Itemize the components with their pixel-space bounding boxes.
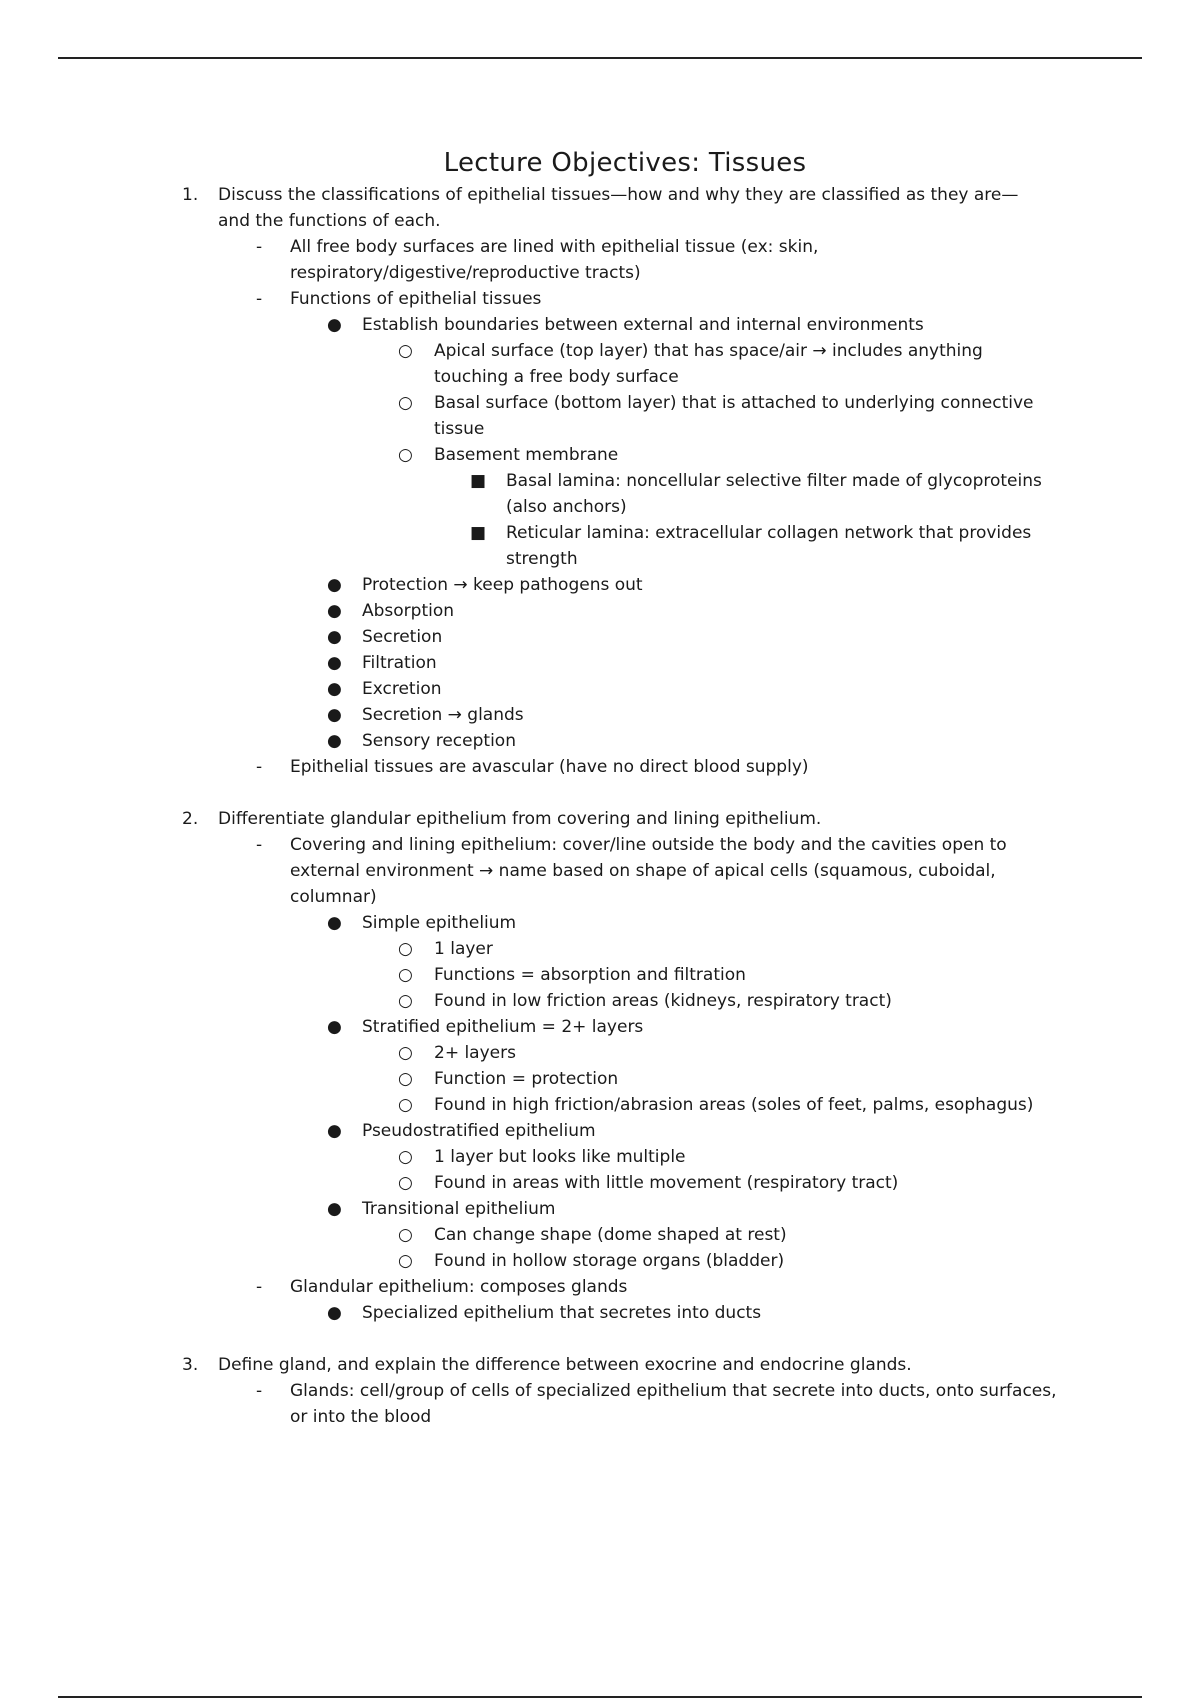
item-text: or into the blood bbox=[290, 1407, 432, 1427]
item-text: Excretion bbox=[362, 679, 442, 699]
item-text: Found in low friction areas (kidneys, respiratory tract) bbox=[434, 991, 892, 1011]
bullet-circle-icon: ○ bbox=[398, 1095, 413, 1115]
bullet-disc-icon: ● bbox=[327, 575, 342, 595]
objective-number: 2. bbox=[182, 809, 199, 829]
item-text: Stratified epithelium = 2+ layers bbox=[362, 1017, 644, 1037]
item-text: Functions of epithelial tissues bbox=[290, 289, 542, 309]
item-text: 1 layer but looks like multiple bbox=[434, 1147, 686, 1167]
objective-heading-line: Differentiate glandular epithelium from covering and lining epithelium. bbox=[218, 809, 822, 829]
bullet-disc-icon: ● bbox=[327, 679, 342, 699]
item-text: Establish boundaries between external and internal environments bbox=[362, 315, 924, 335]
item-text: external environment → name based on shape of apical cells (squamous, cuboidal, bbox=[290, 861, 996, 881]
objective-heading-line: Discuss the classifications of epithelial tissues—how and why they are classified as they are— bbox=[218, 185, 1019, 205]
top-rule bbox=[58, 57, 1142, 59]
item-text: Functions = absorption and filtration bbox=[434, 965, 746, 985]
dash-marker: - bbox=[256, 835, 263, 855]
bullet-circle-icon: ○ bbox=[398, 1225, 413, 1245]
dash-marker: - bbox=[256, 1381, 263, 1401]
item-text: Glandular epithelium: composes glands bbox=[290, 1277, 628, 1297]
item-text: Absorption bbox=[362, 601, 455, 621]
bottom-rule bbox=[58, 1696, 1142, 1698]
item-text: Protection → keep pathogens out bbox=[362, 575, 643, 595]
dash-marker: - bbox=[256, 1277, 263, 1297]
item-text: tissue bbox=[434, 419, 485, 439]
bullet-disc-icon: ● bbox=[327, 601, 342, 621]
bullet-circle-icon: ○ bbox=[398, 1043, 413, 1063]
bullet-disc-icon: ● bbox=[327, 1303, 342, 1323]
item-text: Basal surface (bottom layer) that is attached to underlying connective bbox=[434, 393, 1034, 413]
item-text: respiratory/digestive/reproductive tracts) bbox=[290, 263, 641, 283]
bullet-disc-icon: ● bbox=[327, 653, 342, 673]
dash-marker: - bbox=[256, 289, 263, 309]
item-text: Glands: cell/group of cells of specialized epithelium that secrete into ducts, onto surfaces, bbox=[290, 1381, 1057, 1401]
item-text: Apical surface (top layer) that has space/air → includes anything bbox=[434, 341, 983, 361]
item-text: Basement membrane bbox=[434, 445, 619, 465]
item-text: All free body surfaces are lined with epithelial tissue (ex: skin, bbox=[290, 237, 819, 257]
bullet-disc-icon: ● bbox=[327, 1017, 342, 1037]
bullet-square-icon: ■ bbox=[470, 523, 487, 543]
item-text: Can change shape (dome shaped at rest) bbox=[434, 1225, 787, 1245]
item-text: 2+ layers bbox=[434, 1043, 516, 1063]
bullet-square-icon: ■ bbox=[470, 471, 487, 491]
objective-number: 1. bbox=[182, 185, 199, 205]
item-text: Found in high friction/abrasion areas (soles of feet, palms, esophagus) bbox=[434, 1095, 1034, 1115]
item-text: Reticular lamina: extracellular collagen network that provides bbox=[506, 523, 1032, 543]
item-text: touching a free body surface bbox=[434, 367, 679, 387]
item-text: Epithelial tissues are avascular (have no direct blood supply) bbox=[290, 757, 809, 777]
objective-heading-line: Define gland, and explain the difference between exocrine and endocrine glands. bbox=[218, 1355, 912, 1375]
bullet-disc-icon: ● bbox=[327, 705, 342, 725]
item-text: Secretion → glands bbox=[362, 705, 524, 725]
dash-marker: - bbox=[256, 237, 263, 257]
bullet-disc-icon: ● bbox=[327, 1199, 342, 1219]
item-text: Transitional epithelium bbox=[362, 1199, 556, 1219]
bullet-disc-icon: ● bbox=[327, 627, 342, 647]
item-text: columnar) bbox=[290, 887, 377, 907]
bullet-circle-icon: ○ bbox=[398, 393, 413, 413]
item-text: Basal lamina: noncellular selective filter made of glycoproteins bbox=[506, 471, 1042, 491]
item-text: Filtration bbox=[362, 653, 437, 673]
item-text: Covering and lining epithelium: cover/line outside the body and the cavities open to bbox=[290, 835, 1007, 855]
item-text: (also anchors) bbox=[506, 497, 627, 517]
item-text: Sensory reception bbox=[362, 731, 516, 751]
bullet-circle-icon: ○ bbox=[398, 1173, 413, 1193]
item-text: Secretion bbox=[362, 627, 443, 647]
bullet-circle-icon: ○ bbox=[398, 341, 413, 361]
item-text: Specialized epithelium that secretes into ducts bbox=[362, 1303, 762, 1323]
bullet-disc-icon: ● bbox=[327, 731, 342, 751]
bullet-disc-icon: ● bbox=[327, 315, 342, 335]
bullet-circle-icon: ○ bbox=[398, 939, 413, 959]
bullet-disc-icon: ● bbox=[327, 1121, 342, 1141]
item-text: Found in areas with little movement (respiratory tract) bbox=[434, 1173, 899, 1193]
page-title: Lecture Objectives: Tissues bbox=[443, 148, 807, 178]
objective-heading-line: and the functions of each. bbox=[218, 211, 441, 231]
bullet-circle-icon: ○ bbox=[398, 991, 413, 1011]
bullet-circle-icon: ○ bbox=[398, 1251, 413, 1271]
item-text: Simple epithelium bbox=[362, 913, 517, 933]
item-text: strength bbox=[506, 549, 578, 569]
item-text: Pseudostratified epithelium bbox=[362, 1121, 596, 1141]
bullet-circle-icon: ○ bbox=[398, 445, 413, 465]
item-text: Function = protection bbox=[434, 1069, 619, 1089]
bullet-circle-icon: ○ bbox=[398, 1147, 413, 1167]
bullet-circle-icon: ○ bbox=[398, 1069, 413, 1089]
item-text: Found in hollow storage organs (bladder) bbox=[434, 1251, 785, 1271]
bullet-disc-icon: ● bbox=[327, 913, 342, 933]
item-text: 1 layer bbox=[434, 939, 493, 959]
dash-marker: - bbox=[256, 757, 263, 777]
objective-number: 3. bbox=[182, 1355, 199, 1375]
bullet-circle-icon: ○ bbox=[398, 965, 413, 985]
